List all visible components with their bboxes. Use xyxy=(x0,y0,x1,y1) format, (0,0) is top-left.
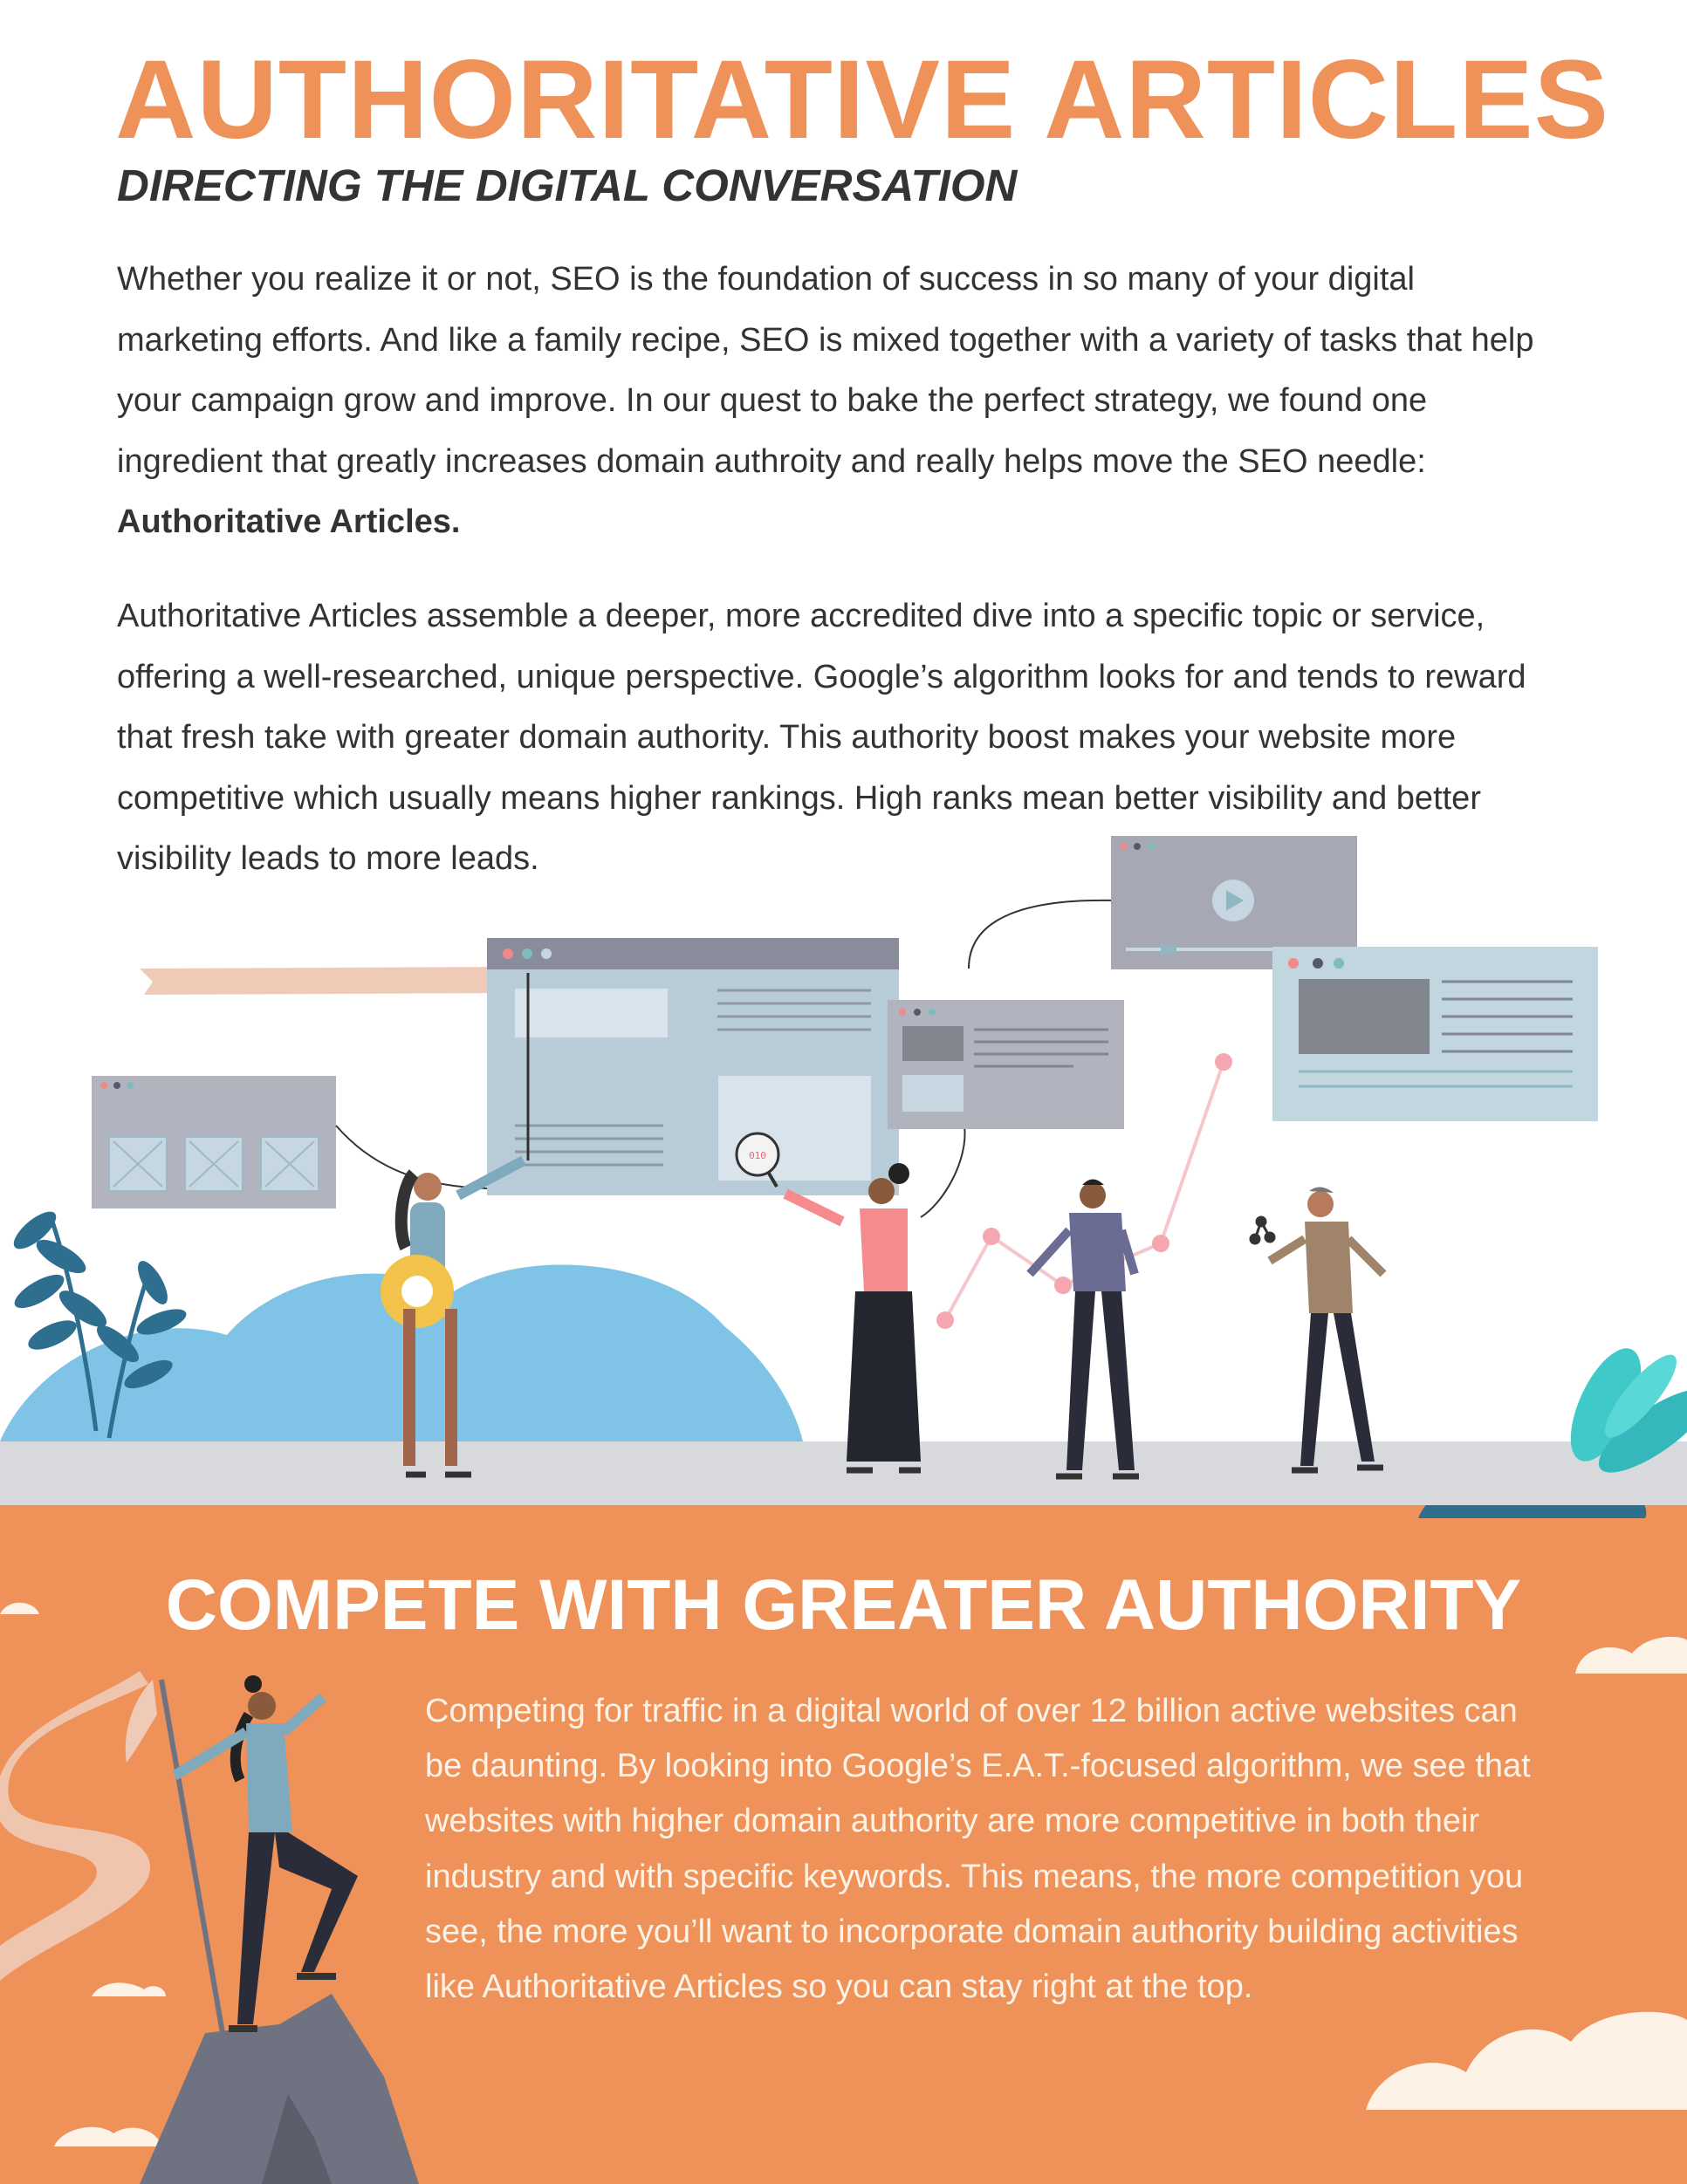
person-presenting-chart xyxy=(1030,1180,1139,1477)
image-gallery-window xyxy=(92,1076,336,1208)
seo-team-illustration xyxy=(0,820,1687,1518)
person-with-magnifier xyxy=(785,1163,921,1470)
ground-strip xyxy=(0,1441,1687,1507)
page-title: AUTHORITATIVE ARTICLES xyxy=(115,38,1609,162)
page-subtitle: DIRECTING THE DIGITAL CONVERSATION xyxy=(117,161,1018,210)
browser-window-main xyxy=(487,938,899,1195)
svg-text:010: 010 xyxy=(749,1150,766,1161)
browser-window-small xyxy=(888,1000,1124,1129)
share-icon xyxy=(1251,1217,1274,1243)
section-heading: COMPETE WITH GREATER AUTHORITY xyxy=(165,1565,1522,1645)
intro-paragraph-1-text: Whether you realize it or not, SEO is the foundation of success in so many of your digital marketing efforts. And like a family recipe, SEO is mixed together with a variety of tasks that help your campaign grow and improve. In our quest to bake the perfect strategy, we found one ingredient that greatly increases domain authroity and really helps move the SEO needle: xyxy=(117,261,1534,480)
browser-window-right xyxy=(1272,947,1598,1121)
ribbon-banner xyxy=(140,967,524,995)
intro-paragraph-2: Authoritative Articles assemble a deeper, more accredited dive into a specific topic or service, offering a well-researched, unique perspective. Google’s algorithm looks for and tends to reward that fresh take with greater domain authority. This authority boost makes your website more competitive which usually means higher rankings. High ranks mean better visibility and better visibility leads to more leads. xyxy=(117,598,1526,877)
dark-bush xyxy=(1418,1505,1646,1518)
section-body: Competing for traffic in a digital world of over 12 billion active websites can be daunting. By looking into Google’s E.A.T.-focused algorithm, we see that websites with higher domain authority are more competitive in both their industry and with specific keywords. This means, the more competition you see, the more you’ll want to incorporate domain authority building activities like Authoritative Articles so you can stay right at the top. xyxy=(425,1693,1531,2006)
intro-paragraph-1-bold: Authoritative Articles. xyxy=(117,503,461,540)
intro-paragraph-1 xyxy=(117,250,1548,553)
person-with-share xyxy=(1251,1187,1383,1470)
close-icon xyxy=(109,1137,319,1191)
ribbon-swirl xyxy=(0,1671,150,1981)
climber-person xyxy=(175,1675,358,2029)
